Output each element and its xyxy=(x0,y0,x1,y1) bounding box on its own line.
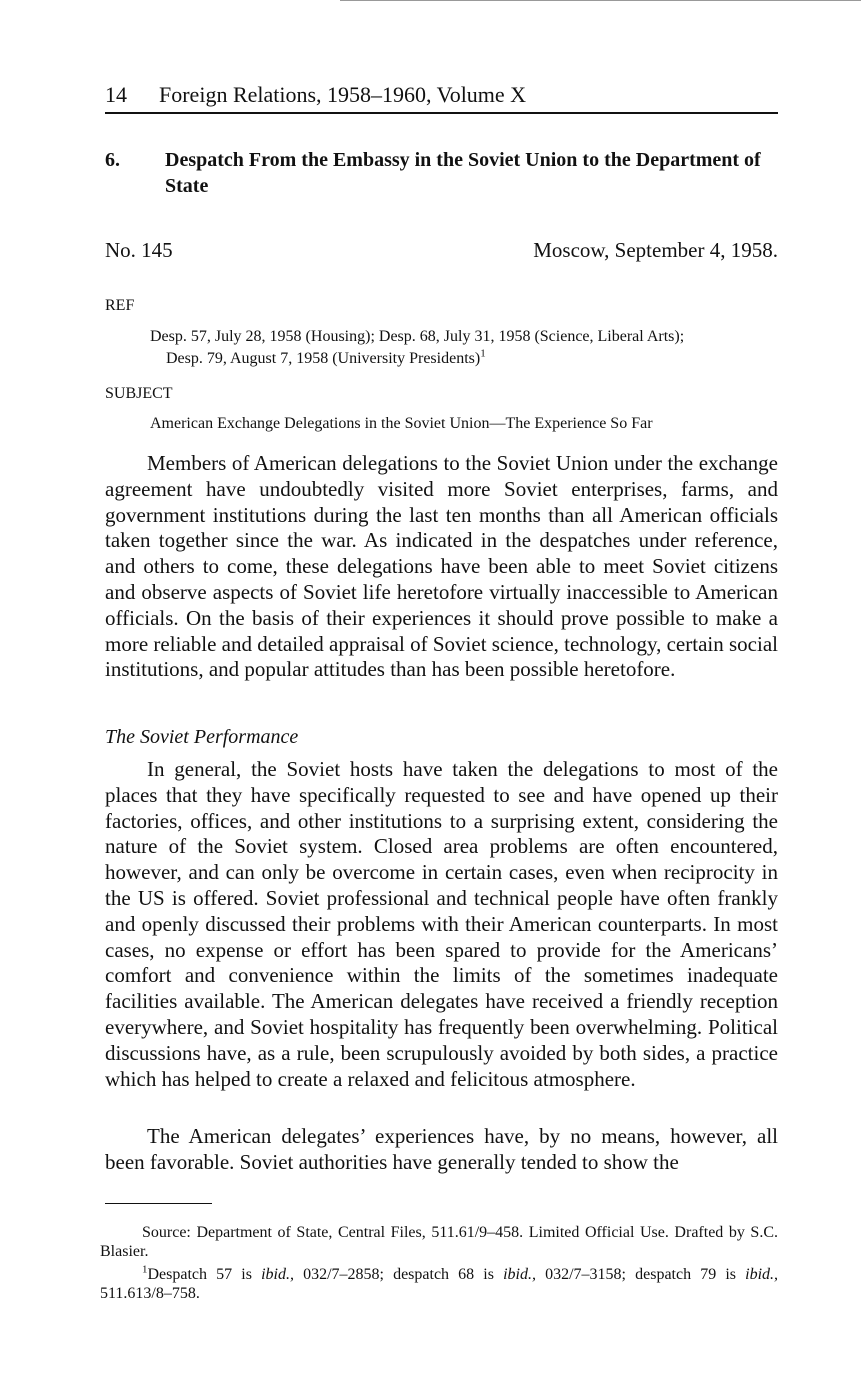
place-date: Moscow, September 4, 1958. xyxy=(533,238,778,262)
footnote-1-part-d: 511.613/8–758. xyxy=(100,1285,200,1302)
ref-line-2: Desp. 79, August 7, 1958 (University Presidents) xyxy=(166,350,481,367)
section-heading: The Soviet Performance xyxy=(105,726,299,748)
body-paragraph-1: Members of American delegations to the Soviet Union under the exchange agreement have undoubtedly visited more Soviet enterprises, farms, and government institutions during the last ten months than all American officials taken together since the war. As indicated in the despatches under reference, and others to come, these delegations have been able to meet Soviet citizens and observe aspects of Soviet life heretofore virtually inaccessible to American officials. On the basis of their experiences it should prove possible to make a more reliable and detailed appraisal of Soviet science, technology, certain social institutions, and popular attitudes than has been possible heretofore. xyxy=(105,451,778,682)
despatch-number: No. 145 xyxy=(105,238,173,262)
body-paragraph-3: The American delegates’ experiences have, by no means, however, all been favorable. Soviet authorities have generally tended to show the xyxy=(105,1124,778,1174)
ibid-1: ibid., xyxy=(261,1266,294,1283)
footnote-source: Source: Department of State, Central Files, 511.61/9–458. Limited Official Use. Drafted by S.C. Blasier. xyxy=(100,1224,778,1260)
subject-label: SUBJECT xyxy=(105,385,173,402)
footnote-1 xyxy=(100,1265,778,1303)
ref-line-2-wrap xyxy=(150,348,778,370)
ref-text xyxy=(150,326,778,370)
footnote-marker-1[interactable]: 1 xyxy=(480,347,486,360)
top-edge-rule xyxy=(340,0,861,1)
footnote-1-part-c: 032/7–3158; despatch 79 is xyxy=(535,1266,746,1283)
footnote-rule xyxy=(105,1203,212,1204)
footnote-1-marker: 1 xyxy=(142,1263,148,1276)
header-rule xyxy=(105,112,778,114)
running-title: Foreign Relations, 1958–1960, Volume X xyxy=(159,82,527,107)
subject-text: American Exchange Delegations in the Soviet Union—The Experience So Far xyxy=(150,415,653,432)
document-title: Despatch From the Embassy in the Soviet Union to the Department of State xyxy=(165,149,761,197)
footnote-1-part-a: Despatch 57 is xyxy=(147,1266,262,1283)
ibid-3: ibid., xyxy=(745,1266,779,1283)
ibid-2: ibid., xyxy=(503,1266,536,1283)
footnote-1-part-b: 032/7–2858; despatch 68 is xyxy=(293,1266,504,1283)
body-paragraph-2: In general, the Soviet hosts have taken the delegations to most of the places that they have specifically requested to see and have opened up their factories, offices, and other institutions to a surprising extent, considering the nature of the Soviet system. Closed area problems are often encountered, however, and can only be overcome in certain cases, even when reciprocity in the US is offered. Soviet professional and technical people have often frankly and openly discussed their problems with their American counterparts. In most cases, no expense or effort has been spared to provide for the Americans’ comfort and convenience within the limits of the sometimes inadequate facilities available. The American delegates have received a friendly reception everywhere, and Soviet hospitality has frequently been overwhelming. Political discussions have, as a rule, been scrupulously avoided by both sides, a practice which has helped to create a relaxed and felicitous atmosphere. xyxy=(105,757,778,1091)
document-number: 6. xyxy=(105,149,120,171)
running-head xyxy=(105,81,778,109)
ref-line-1: Desp. 57, July 28, 1958 (Housing); Desp. 68, July 31, 1958 (Science, Liberal Arts); xyxy=(150,328,685,345)
page-number: 14 xyxy=(105,82,127,107)
ref-label: REF xyxy=(105,297,135,314)
